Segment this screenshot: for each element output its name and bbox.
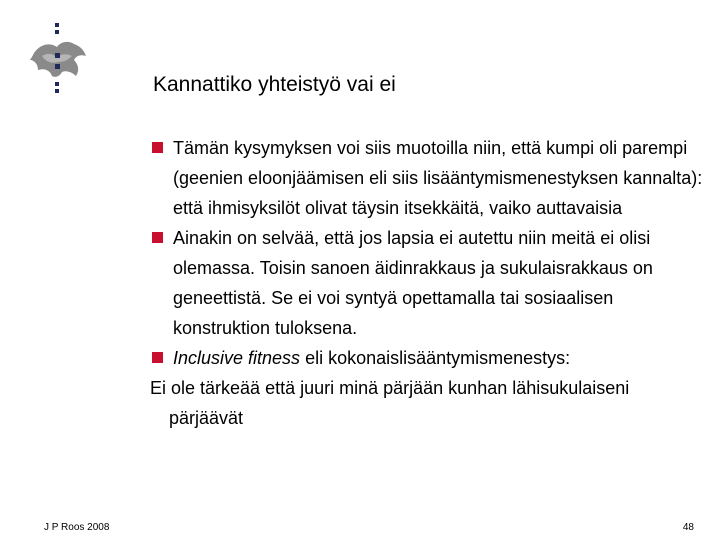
university-logo — [24, 20, 90, 96]
page-number: 48 — [682, 522, 694, 533]
bullet-item — [150, 133, 710, 223]
bullet-item — [150, 343, 710, 373]
footer-author: J P Roos 2008 — [44, 522, 110, 533]
square-bullet-icon — [152, 142, 163, 153]
bullet-text: Ainakin on selvää, että jos lapsia ei autettu niin meitä ei olisi olemassa. Toisin sanoen äidinrakkaus ja sukulaisrakkaus on geneettistä. Se ei voi syntyä opettamalla tai sosiaalisen konstruktion tuloksena. — [173, 228, 653, 338]
plain-paragraph-line: Ei ole tärkeää että juuri minä pärjään kunhan lähisukulaiseni — [150, 378, 630, 398]
plain-paragraph-line: pärjäävät — [169, 408, 244, 428]
slide-body — [150, 133, 710, 433]
plain-paragraph — [150, 373, 710, 433]
bullet-item — [150, 223, 710, 343]
square-bullet-icon — [152, 352, 163, 363]
slide-title: Kannattiko yhteistyö vai ei — [153, 73, 396, 96]
square-bullet-icon — [152, 232, 163, 243]
bullet-text: Tämän kysymyksen voi siis muotoilla niin, että kumpi oli parempi (geenien eloonjäämisen eli siis lisääntymismenestyksen kannalta): että ihmisyksilöt olivat täysin itsekkäitä, vaiko auttavaisia — [173, 138, 703, 218]
bullet-italic-term: Inclusive fitness — [173, 348, 301, 368]
university-crest-icon — [24, 20, 90, 96]
bullet-text: eli kokonaislisääntymismenestys: — [300, 348, 571, 368]
